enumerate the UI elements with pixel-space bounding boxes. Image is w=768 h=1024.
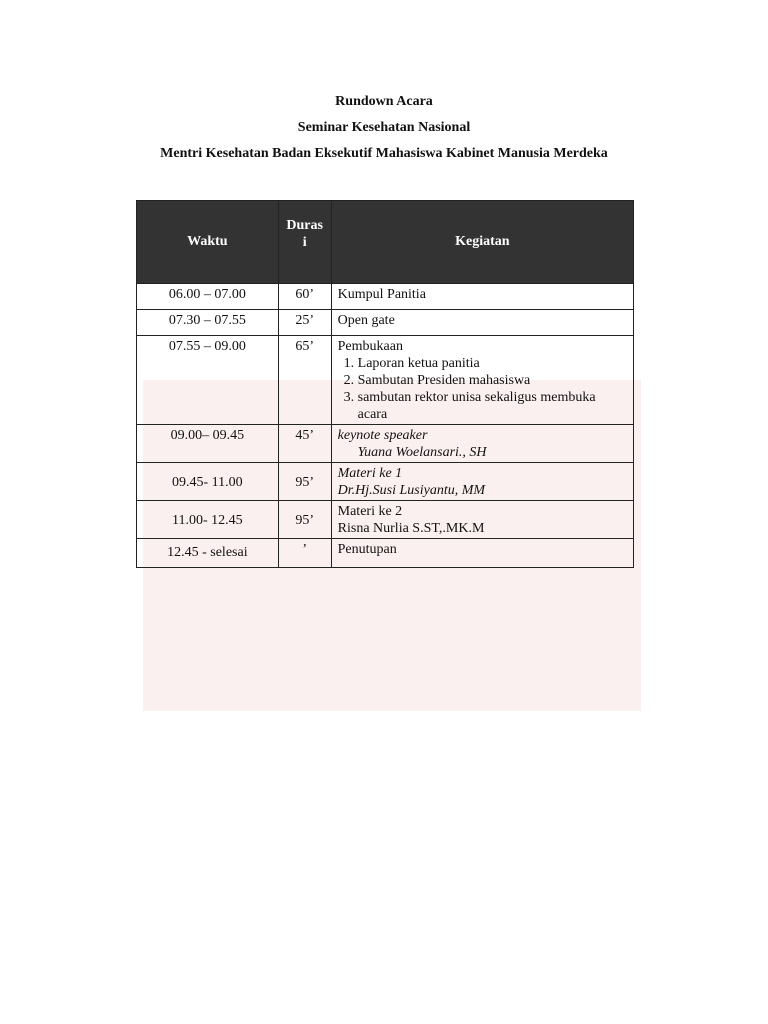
cell-durasi: 95’ [278, 501, 331, 539]
cell-waktu: 09.45- 11.00 [137, 463, 279, 501]
column-header-kegiatan: Kegiatan [331, 201, 633, 284]
list-item: 2. Sambutan Presiden mahasiswa [358, 372, 627, 389]
agenda-list [338, 355, 627, 423]
cell-kegiatan [331, 336, 633, 425]
table-row [137, 284, 634, 310]
cell-durasi: 45’ [278, 425, 331, 463]
organizer-name: Mentri Kesehatan Badan Eksekutif Mahasiswa Kabinet Manusia Merdeka [160, 146, 608, 161]
kegiatan-title: Materi ke 1 [337, 466, 403, 481]
column-header-durasi [278, 201, 331, 284]
cell-waktu: 09.00– 09.45 [137, 425, 279, 463]
cell-waktu: 12.45 - selesai [137, 539, 279, 568]
table-row [137, 463, 634, 501]
cell-durasi: 60’ [278, 284, 331, 310]
table-row [137, 539, 634, 568]
cell-kegiatan: Open gate [331, 310, 633, 336]
table-header-row [137, 201, 634, 284]
kegiatan-title: Materi ke 2 [337, 504, 403, 519]
table-row [137, 425, 634, 463]
speaker-name: Yuana Woelansari., SH [357, 445, 487, 460]
kegiatan-title: Pembukaan [337, 339, 403, 354]
cell-durasi: 65’ [278, 336, 331, 425]
cell-kegiatan [331, 463, 633, 501]
table-row [137, 310, 634, 336]
cell-waktu: 07.55 – 09.00 [137, 336, 279, 425]
cell-kegiatan [331, 425, 633, 463]
page-title: Rundown Acara [335, 94, 433, 109]
cell-waktu: 06.00 – 07.00 [137, 284, 279, 310]
cell-durasi: 95’ [278, 463, 331, 501]
cell-kegiatan: Penutupan [331, 539, 633, 568]
cell-kegiatan [331, 501, 633, 539]
table-row [137, 501, 634, 539]
cell-waktu: 07.30 – 07.55 [137, 310, 279, 336]
speaker-name: Risna Nurlia S.ST,.MK.M [337, 521, 485, 536]
cell-durasi: ’ [278, 539, 331, 568]
table-row [137, 336, 634, 425]
column-header-durasi-line1: Duras [286, 218, 323, 233]
kegiatan-title: keynote speaker [337, 428, 428, 443]
list-item: 1. Laporan ketua panitia [358, 355, 627, 372]
cell-durasi: 25’ [278, 310, 331, 336]
cell-kegiatan: Kumpul Panitia [331, 284, 633, 310]
rundown-table [136, 200, 634, 568]
speaker-name: Dr.Hj.Susi Lusiyantu, MM [337, 483, 486, 498]
column-header-waktu: Waktu [137, 201, 279, 284]
column-header-durasi-line2: i [302, 235, 307, 250]
list-item: 3. sambutan rektor unisa sekaligus membuka acara [358, 389, 627, 423]
event-name: Seminar Kesehatan Nasional [297, 120, 471, 135]
cell-waktu: 11.00- 12.45 [137, 501, 279, 539]
